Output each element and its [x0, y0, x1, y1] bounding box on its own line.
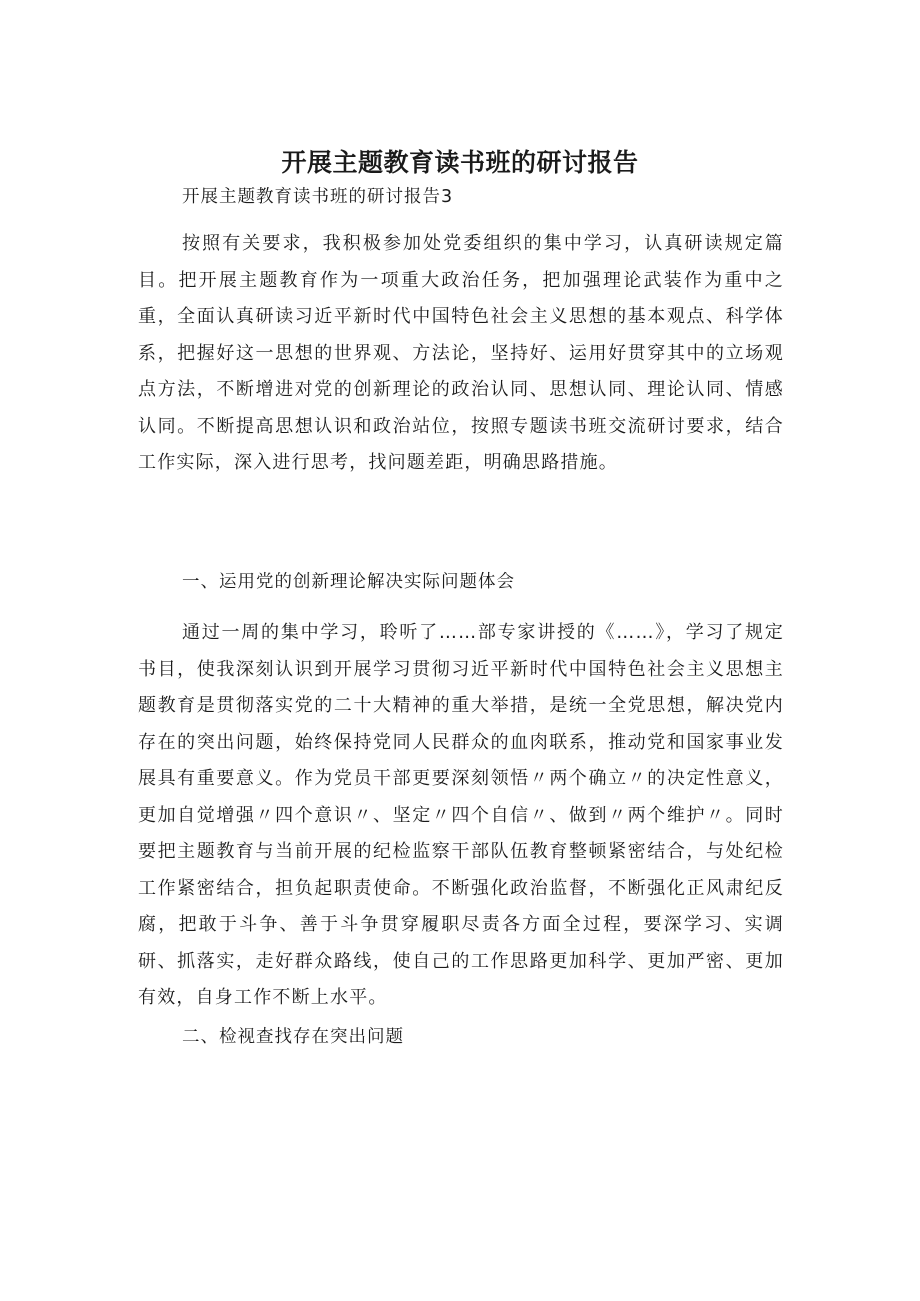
- section-heading-2: 二、检视查找存在突出问题: [182, 1027, 404, 1047]
- section-heading-1: 一、运用党的创新理论解决实际问题体会: [182, 572, 515, 592]
- document-subtitle: 开展主题教育读书班的研讨报告3: [182, 187, 454, 207]
- document-title: 开展主题教育读书班的研讨报告: [281, 147, 639, 177]
- body-paragraph-2: 通过一周的集中学习，聆听了……部专家讲授的《……》，学习了规定书目，使我深刻认识到开展学习贯彻习近平新时代中国特色社会主义思想主题教育是贯彻落实党的二十大精神的重大举措，是统一全党思想，解决党内存在的突出问题，始终保持党同人民群众的血肉联系，推动党和国家事业发展具有重要意义。作为党员干部更要深刻领悟〃两个确立〃的决定性意义，更加自觉增强〃四个意识〃、坚定〃四个自信〃、做到〃两个维护〃。同时要把主题教育与当前开展的纪检监察干部队伍教育整顿紧密结合，与处纪检工作紧密结合，担负起职责使命。不断强化政治监督，不断强化正风肃纪反腐，把敢于斗争、善于斗争贯穿履职尽责各方面全过程，要深学习、实调研、抓落实，走好群众路线，使自己的工作思路更加科学、更加严密、更加有效，自身工作不断上水平。: [138, 622, 784, 1008]
- body-paragraph-1: 按照有关要求，我积极参加处党委组织的集中学习，认真研读规定篇目。把开展主题教育作为一项重大政治任务，把加强理论武装作为重中之重，全面认真研读习近平新时代中国特色社会主义思想的基本观点、科学体系，把握好这一思想的世界观、方法论，坚持好、运用好贯穿其中的立场观点方法，不断增进对党的创新理论的政治认同、思想认同、理论认同、情感认同。不断提高思想认识和政治站位，按照专题读书班交流研讨要求，结合工作实际，深入进行思考，找问题差距，明确思路措施。: [138, 233, 784, 473]
